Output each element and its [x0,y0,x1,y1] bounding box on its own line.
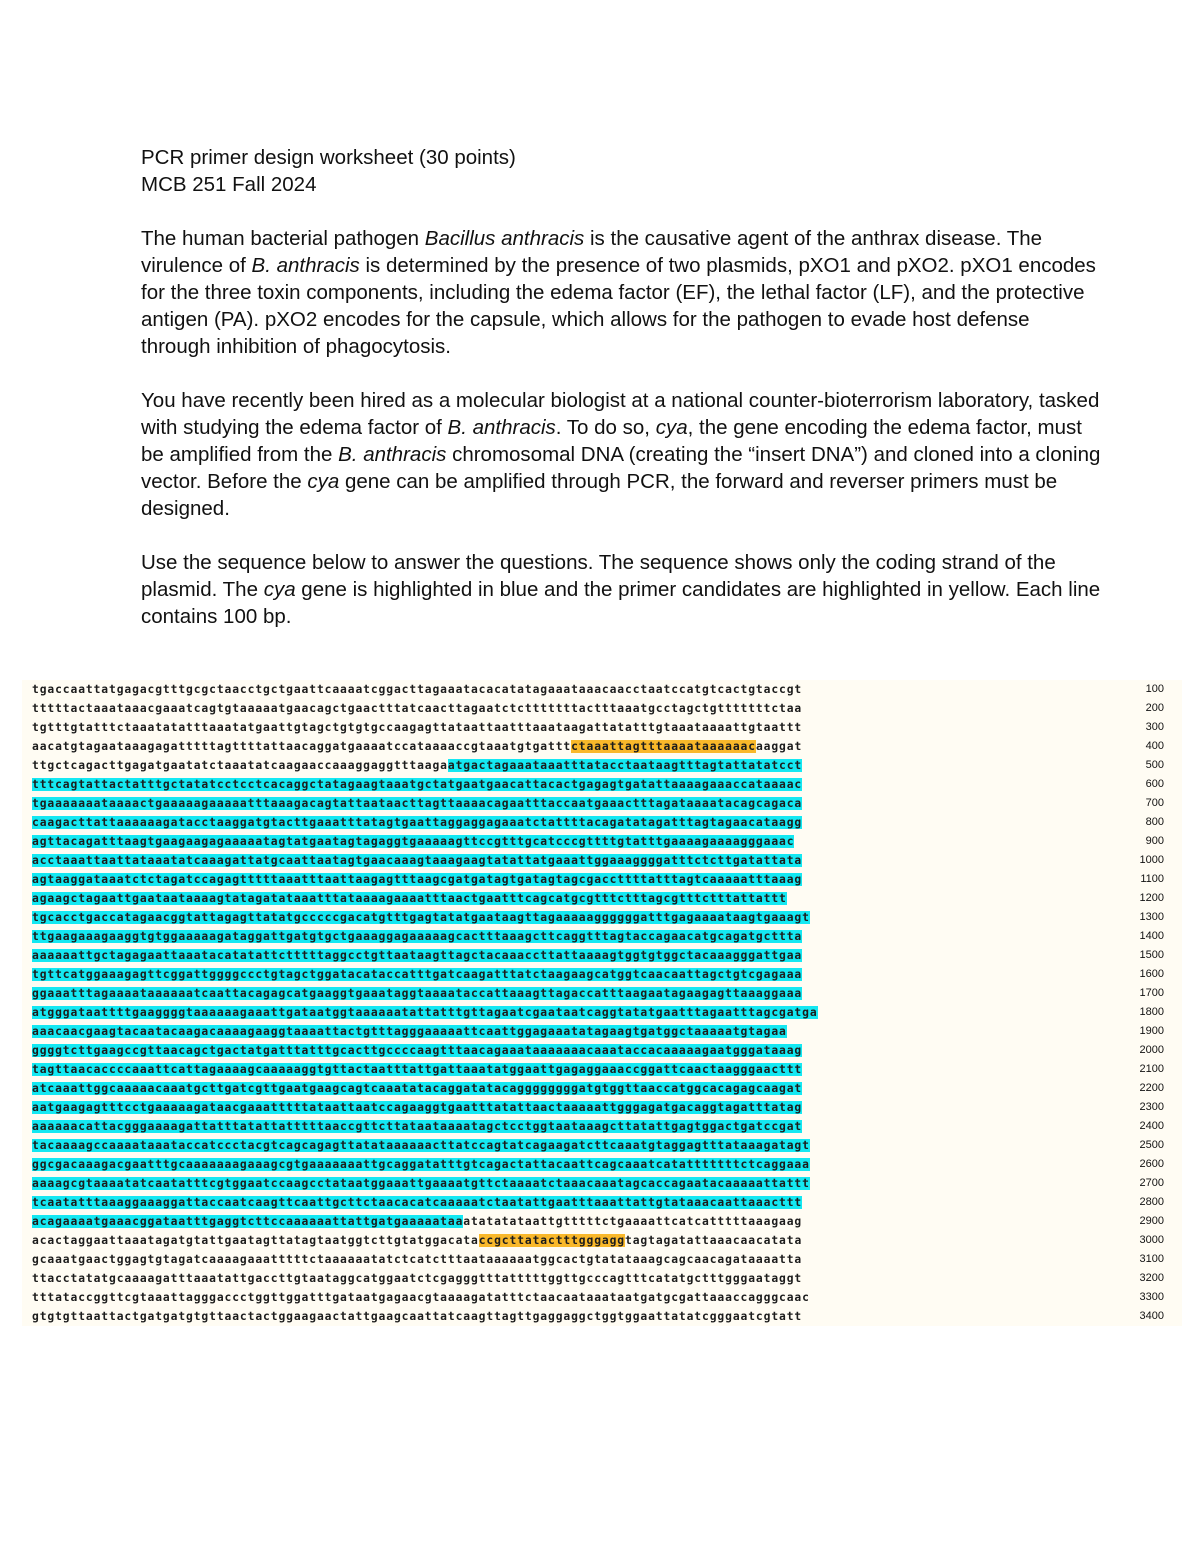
cya-gene-highlight: ggaaatttagaaaataaaaaatcaattacagagcatgaaggtgaaataggtaaaataccattaaagttagaccatttaagaatagaagagttaaaggaaa [32,987,803,1000]
sequence-line [22,1003,1182,1022]
cya-gene-highlight: aaaaaacattacgggaaaagattatttatattatttttaaccgttcttataataaaatagctcctggtaataaagcttatattgagtggactgatccgat [32,1120,803,1133]
sequence-bases [32,1100,802,1115]
bp-position-number: 200 [1145,702,1164,714]
bp-position-number: 300 [1145,721,1164,733]
bp-position-number: 2600 [1139,1158,1164,1170]
sequence-segment: acactaggaattaaatagatgtattgaatagttatagtaatggtcttgtatggacata [32,1234,479,1247]
sequence-line [22,870,1182,889]
sequence-line [22,1174,1182,1193]
sequence-segment: tttataccggttcgtaaattagggaccctggttggatttgataatgagaacgtaaaagatatttctaacaataaataatgatgcgattaaaccagggcaac [32,1291,810,1304]
sequence-bases [32,701,802,716]
italic-term: cya [655,416,688,439]
bp-position-number: 1900 [1139,1025,1164,1037]
bp-position-number: 1800 [1139,1006,1164,1018]
sequence-line [22,1079,1182,1098]
sequence-bases [32,1005,818,1020]
cya-gene-highlight: aaacaacgaagtacaatacaagacaaaagaaggtaaaattactgtttagggaaaaattcaattggagaaatatagaagtgatggctaaaaatgtagaa [32,1025,787,1038]
cya-gene-highlight: ggggtcttgaagccgttaacagctgactatgatttatttgcacttgccccaagtttaacagaaataaaaaaacaaataccacaaaaagaatgggataaag [32,1044,803,1057]
sequence-bases [32,1252,802,1267]
bp-position-number: 1700 [1139,987,1164,999]
sequence-line [22,1193,1182,1212]
bp-position-number: 2700 [1139,1177,1164,1189]
sequence-segment: tgaccaattatgagacgtttgcgctaacctgctgaattcaaaatcggacttagaaatacacatatagaaataaacaacctaatccatgtcactgtaccgt [32,683,803,696]
sequence-line [22,946,1182,965]
sequence-bases [32,1043,802,1058]
cya-gene-highlight: acagaaaatgaaacggataatttgaggtcttccaaaaaattattgatgaaaaataa [32,1215,464,1228]
sequence-line [22,794,1182,813]
cya-gene-highlight: caagacttattaaaaaagatacctaaggatgtacttgaaatttatagtgaattaggaggagaaatctattttacagatatagatttagtagaacataagg [32,816,803,829]
text-run: chromosomal DNA (creating the “insert DNA”) and cloned into a cloning vector. Before the [141,443,1101,493]
sequence-bases [32,1119,802,1134]
bp-position-number: 700 [1145,797,1164,809]
text-run: Use the sequence below to answer the questions. The sequence shows only the coding strand of the plasmid. The [141,551,1056,601]
cya-gene-highlight: aatgaagagtttcctgaaaaagataacgaaatttttataattaatccagaaggtgaatttatattaactaaaaattgggagatgacaggtagatttatag [32,1101,803,1114]
sequence-line [22,1041,1182,1060]
sequence-bases [32,1233,802,1248]
sequence-bases [32,1271,802,1286]
sequence-bases [32,1195,802,1210]
sequence-bases [32,1024,787,1039]
bp-position-number: 2000 [1139,1044,1164,1056]
sequence-line [22,1136,1182,1155]
cya-gene-highlight: tcaatatttaaaggaaaggattaccaatcaagttcaattgcttctaacacatcaaaaatctaatattgaatttaaattattgtataaacaattaaacttt [32,1196,803,1209]
text-run: gene is highlighted in blue and the primer candidates are highlighted in yellow. Each line contains 100 bp. [141,578,1101,628]
sequence-line [22,1098,1182,1117]
cya-gene-highlight: tgaaaaaaataaaactgaaaaagaaaaatttaaagacagtattaataacttagttaaaacagaatttaccaatgaaactttagataaaatacagcagaca [32,797,803,810]
sequence-bases [32,1081,802,1096]
sequence-bases [32,777,802,792]
text-run: , the gene encoding the edema factor, must be amplified from the [141,416,1082,466]
bp-position-number: 1200 [1139,892,1164,904]
sequence-bases [32,1138,810,1153]
sequence-line [22,1212,1182,1231]
italic-term: cya [307,470,340,493]
intro-text [141,144,1101,657]
paragraph-task [141,387,1101,522]
bp-position-number: 1500 [1139,949,1164,961]
bp-position-number: 2300 [1139,1101,1164,1113]
cya-gene-highlight: agtaaggataaatctctagatccagagtttttaaatttaattaagagtttaagcgatgatagtgatagtagcgaccttttatttagtcaaaaatttaaag [32,873,803,886]
italic-term: cya [263,578,296,601]
primer-candidate-highlight: ctaaattagtttaaaataaaaaac [571,740,756,753]
sequence-bases [32,948,802,963]
bp-position-number: 500 [1145,759,1164,771]
bp-position-number: 800 [1145,816,1164,828]
bp-position-number: 2100 [1139,1063,1164,1075]
sequence-block [22,680,1182,1326]
bp-position-number: 3000 [1139,1234,1164,1246]
sequence-line [22,1155,1182,1174]
sequence-line [22,813,1182,832]
sequence-line [22,775,1182,794]
sequence-segment: aacatgtagaataaagagatttttagttttattaacaggatgaaaatccataaaaccgtaaatgtgattt [32,740,572,753]
sequence-bases [32,758,802,773]
sequence-bases [32,967,802,982]
sequence-bases [32,682,802,697]
sequence-line [22,737,1182,756]
sequence-bases [32,834,794,849]
sequence-segment: gtgtgttaattactgatgatgtgttaactactggaagaactattgaagcaattatcaagttagttgaggaggctggtggaattatatcgggaatcgtatt [32,1310,803,1323]
course-line: MCB 251 Fall 2024 [141,173,317,196]
italic-term: B. anthracis [447,416,556,439]
sequence-line [22,1060,1182,1079]
cya-gene-highlight: agttacagatttaagtgaagaagagaaaaatagtatgaatagtagaggtgaaaaagttccgtttgcatcccgttttgtatttgaaaagaaaagggaaac [32,835,795,848]
sequence-segment: gcaaatgaactggagtgtagatcaaaagaaatttttctaaaaaatatctcatctttaataaaaaatggcactgtatataaagcagcaacagataaaatta [32,1253,803,1266]
sequence-line [22,1269,1182,1288]
bp-position-number: 2500 [1139,1139,1164,1151]
sequence-segment: aaggat [755,740,803,753]
bp-position-number: 3400 [1139,1310,1164,1322]
sequence-line [22,1307,1182,1326]
text-run: You have recently been hired as a molecular biologist at a national counter-bioterrorism laboratory, tasked with studying the edema factor of [141,389,1100,439]
bp-position-number: 1100 [1140,873,1164,885]
bp-position-number: 3100 [1139,1253,1164,1265]
sequence-bases [32,853,802,868]
bp-position-number: 400 [1145,740,1164,752]
sequence-bases [32,1290,810,1305]
sequence-line [22,1250,1182,1269]
cya-gene-highlight: tgttcatggaaagagttcggattggggccctgtagctggatacataccatttgatcaagatttatctaagaagcatggtcaacaattagctgtcgagaaa [32,968,803,981]
text-run: . To do so, [555,416,656,439]
sequence-bases [32,872,802,887]
cya-gene-highlight: aaaagcgtaaaatatcaatatttcgtggaatccaagcctataatggaaattgaaaatgttctaaaatctaaacaaatagcaccagaatacaaaaattattt [32,1177,810,1190]
cya-gene-highlight: ggcgacaaagacgaatttgcaaaaaaagaaagcgtgaaaaaaattgcaggatatttgtcagactattacaattcagcaaatcatatttttttctcaggaaa [32,1158,810,1171]
cya-gene-highlight: tttcagtattactatttgctatatcctcctcacaggctatagaagtaaatgctatgaatgaacattacactgagagtgatattaaaagaaaccataaaac [32,778,803,791]
italic-term: B. anthracis [338,443,447,466]
sequence-bases [32,891,787,906]
cya-gene-highlight: agaagctagaattgaataataaaagtatagatataaatttataaaagaaaatttaactgaatttcagcatgcgtttctttagcgtttctttattattt [32,892,787,905]
sequence-bases [32,986,802,1001]
bp-position-number: 1600 [1139,968,1164,980]
sequence-bases [32,796,802,811]
cya-gene-highlight: aaaaaattgctagagaattaaatacatatattctttttaggcctgttaataagttagctacaaaccttattaaaagtggtgtggctacaaagggattgaa [32,949,803,962]
paragraph-instructions [141,549,1101,630]
sequence-segment: ttgctcagacttgagatgaatatctaaatatcaagaaccaaaggaggtttaaga [32,759,448,772]
cya-gene-highlight: tagttaacaccccaaattcattagaaaagcaaaaaggtgttactaatttattgattaaatatggaattgagaggaaaccggattcaactaagggaacttt [32,1063,803,1076]
bp-position-number: 600 [1145,778,1164,790]
bp-position-number: 2400 [1139,1120,1164,1132]
bp-position-number: 1400 [1139,930,1164,942]
italic-term: Bacillus anthracis [424,227,585,250]
cya-gene-highlight: atgactagaaataaatttatacctaataagtttagtattatatcct [447,759,803,772]
sequence-line [22,984,1182,1003]
sequence-line [22,1231,1182,1250]
sequence-line [22,699,1182,718]
text-run: is determined by the presence of two plasmids, pXO1 and pXO2. pXO1 encodes for the three toxin components, including the edema factor (EF), the lethal factor (LF), and the protective antigen (PA). pXO2 encodes for the capsule, which allows for the pathogen to evade host defense through inhibition of phagocytosis. [141,254,1096,358]
sequence-bases [32,1062,802,1077]
cya-gene-highlight: ttgaagaaagaaggtgtggaaaaagataggattgatgtgctgaaaggagaaaaagcactttaaagcttcaggtttagtaccagaacatgcagatgcttta [32,930,803,943]
paragraph-background [141,225,1101,360]
bp-position-number: 2800 [1139,1196,1164,1208]
sequence-segment: ttacctatatgcaaaagatttaaatattgaccttgtaataggcatggaatctcgagggtttatttttggttgcccagtttcatatgctttgggaataggt [32,1272,803,1285]
sequence-line [22,908,1182,927]
bp-position-number: 2200 [1139,1082,1164,1094]
cya-gene-highlight: tgcacctgaccatagaacggtattagagttatatgcccccgacatgtttgagtatatgaataagttagaaaaaggggggatttgagaaaataagtgaaagt [32,911,810,924]
bp-position-number: 900 [1145,835,1164,847]
bp-position-number: 3300 [1139,1291,1164,1303]
cya-gene-highlight: atgggataattttgaaggggtaaaaaagaaattgataatggtaaaaaatattatttgttagaatcgaataatcaggtatatgaatttagaatttagcgatga [32,1006,818,1019]
sequence-line [22,1288,1182,1307]
sequence-segment: atatatataattgtttttctgaaaattcatcatttttaaagaag [463,1215,803,1228]
sequence-bases [32,910,810,925]
sequence-line [22,680,1182,699]
sequence-bases [32,1214,802,1229]
sequence-bases [32,1309,802,1324]
italic-term: B. anthracis [251,254,360,277]
sequence-line [22,927,1182,946]
sequence-bases [32,739,802,754]
sequence-line [22,965,1182,984]
bp-position-number: 1000 [1139,854,1164,866]
sequence-bases [32,1176,810,1191]
bp-position-number: 3200 [1139,1272,1164,1284]
cya-gene-highlight: acctaaattaattataaatatcaaagattatgcaattaatagtgaacaaagtaaagaagtatattatgaaattggaaaggggatttctcttgatattata [32,854,803,867]
primer-candidate-highlight: ccgcttatactttgggagg [478,1234,626,1247]
sequence-segment: tagtagatattaaacaacatata [625,1234,803,1247]
sequence-bases [32,720,802,735]
bp-position-number: 100 [1145,683,1164,695]
sequence-segment: tgtttgtatttctaaatatatttaaatatgaattgtagctgtgtgccaagagttataattaatttaaataagattatatttgtaaataaaattgtaattt [32,721,803,734]
sequence-segment: tttttactaaataaacgaaatcagtgtaaaaatgaacagctgaactttatcaacttagaatctctttttttactttaaatgcctagctgtttttttctaa [32,702,803,715]
sequence-line [22,832,1182,851]
bp-position-number: 1300 [1139,911,1164,923]
sequence-line [22,756,1182,775]
sequence-line [22,851,1182,870]
bp-position-number: 2900 [1139,1215,1164,1227]
text-run: The human bacterial pathogen [141,227,425,250]
sequence-line [22,1117,1182,1136]
worksheet-title: PCR primer design worksheet (30 points) [141,146,516,169]
sequence-line [22,718,1182,737]
sequence-bases [32,815,802,830]
sequence-bases [32,929,802,944]
text-run: is the causative agent of the anthrax disease. The virulence of [141,227,1043,277]
sequence-bases [32,1157,810,1172]
sequence-line [22,1022,1182,1041]
cya-gene-highlight: atcaaattggcaaaaacaaatgcttgatcgttgaatgaagcagtcaaatatacaggatatacaggggggggatgtggttaaccatggcacagagcaagat [32,1082,803,1095]
sequence-line [22,889,1182,908]
cya-gene-highlight: tacaaaagccaaaataaataccatccctacgtcagcagagttatataaaaaacttatccagtatcagaagatcttcaaatgtaggagtttataaagatagt [32,1139,810,1152]
text-run: gene can be amplified through PCR, the forward and reverser primers must be designed. [141,470,1058,520]
